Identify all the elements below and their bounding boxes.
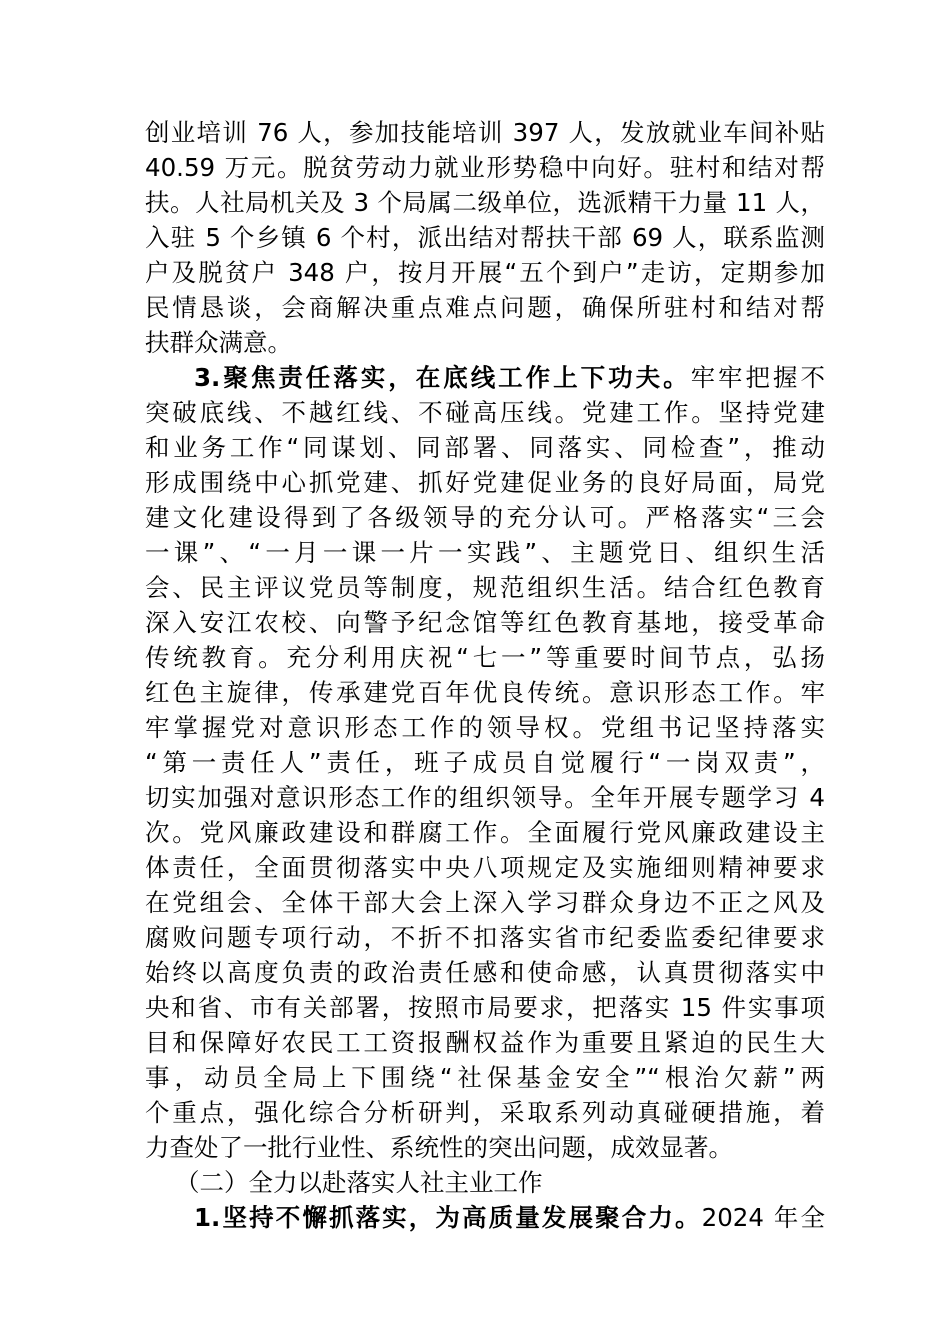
text-line: 扶群众满意。 [145,328,292,357]
section-3-heading: 3.聚焦责任落实，在底线工作上下功夫。 [194,363,691,392]
body-text [145,115,825,1235]
text-line: 户及脱贫户 348 户，按月开展“五个到户”走访，定期参加 [145,258,825,287]
text-line: 次。党风廉政建设和群腐工作。全面履行党风廉政建设主 [145,818,825,847]
text-line: 力查处了一批行业性、系统性的突出问题，成效显著。 [145,1133,733,1162]
text-line: 红色主旋律，传承建党百年优良传统。意识形态工作。牢 [145,678,825,707]
text-line: 40.59 万元。脱贫劳动力就业形势稳中向好。驻村和结对帮 [145,153,825,182]
text-line: 和业务工作“同谋划、同部署、同落实、同检查”，推动 [145,433,825,462]
text-line: 切实加强对意识形态工作的组织领导。全年开展专题学习 4 [145,783,825,812]
text-line: 扶。人社局机关及 3 个局属二级单位，选派精干力量 11 人， [145,188,825,217]
text-line: 创业培训 76 人，参加技能培训 397 人，发放就业车间补贴 [145,118,825,147]
text-line: 事，动员全局上下围绕“社保基金安全”“根治欠薪”两 [145,1063,825,1092]
text-line: 突破底线、不越红线、不碰高压线。党建工作。坚持党建 [145,398,825,427]
text-line: “第一责任人”责任，班子成员自觉履行“一岗双责”， [145,748,825,777]
text-line: 传统教育。充分利用庆祝“七一”等重要时间节点，弘扬 [145,643,825,672]
section-two-1-first-line [145,1200,825,1235]
text-line: 在党组会、全体干部大会上深入学习群众身边不正之风及 [145,888,825,917]
text-line: 牢掌握党对意识形态工作的领导权。党组书记坚持落实 [145,713,825,742]
text-line: 腐败问题专项行动，不折不扣落实省市纪委监委纪律要求 [145,923,825,952]
text-line: 一课”、“一月一课一片一实践”、主题党日、组织生活 [145,538,825,567]
section-two-heading: （二）全力以赴落实人社主业工作 [175,1168,543,1197]
text-line: 会、民主评议党员等制度，规范组织生活。结合红色教育 [145,573,825,602]
text-line: 始终以高度负责的政治责任感和使命感，认真贯彻落实中 [145,958,825,987]
text-line: 深入安江农校、向警予纪念馆等红色教育基地，接受革命 [145,608,825,637]
text-line: 民情恳谈，会商解决重点难点问题，确保所驻村和结对帮 [145,293,825,322]
section-3-first-line-text: 牢牢把握不 [690,363,825,392]
text-line: 个重点，强化综合分析研判，采取系列动真碰硬措施，着 [145,1098,825,1127]
text-line: 体责任，全面贯彻落实中央八项规定及实施细则精神要求 [145,853,825,882]
text-line: 央和省、市有关部署，按照市局要求，把落实 15 件实事项 [145,993,825,1022]
text-line: 形成围绕中心抓党建、抓好党建促业务的良好局面，局党 [145,468,825,497]
section-3-first-line [145,360,825,395]
section-two-1-first-line-text: 2024 年全 [701,1203,826,1232]
text-line: 建文化建设得到了各级领导的充分认可。严格落实“三会 [145,503,825,532]
section-two-1-heading: 1.坚持不懈抓落实，为高质量发展聚合力。 [194,1203,702,1232]
text-line: 目和保障好农民工工资报酬权益作为重要且紧迫的民生大 [145,1028,825,1057]
text-line: 入驻 5 个乡镇 6 个村，派出结对帮扶干部 69 人，联系监测 [145,223,825,252]
